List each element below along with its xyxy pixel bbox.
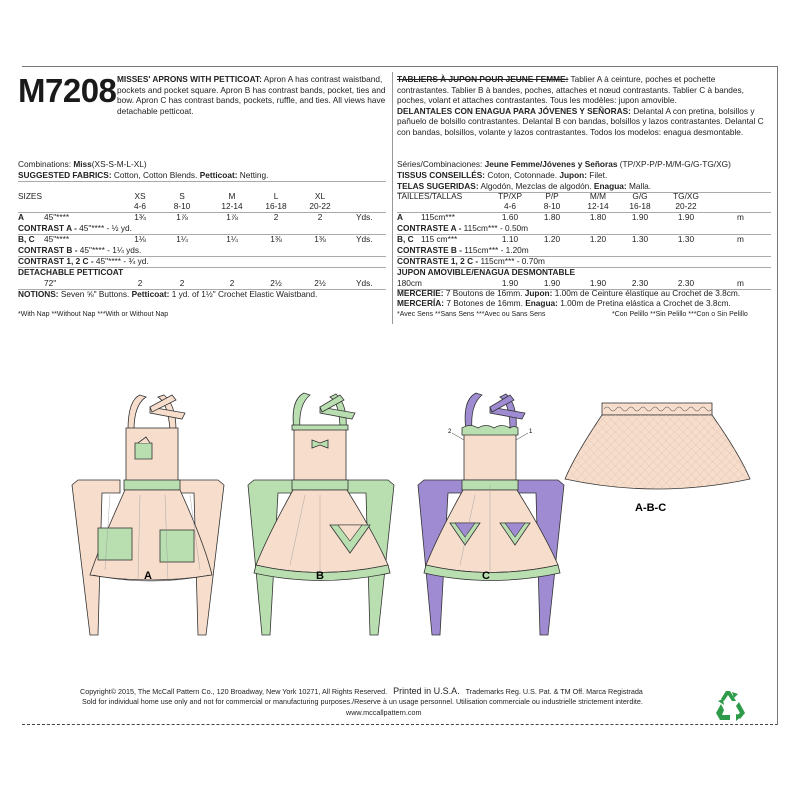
column-divider	[392, 72, 393, 324]
fr-footnote-left: *Avec Sens **Sans Sens ***Avec ou Sans Sens	[397, 311, 546, 318]
fr-footnote-right: *Con Pelillo **Sin Pelillo ***Con o Sin Pelillo	[612, 311, 748, 318]
apron-illustrations	[0, 385, 800, 695]
en-nap-footnote: *With Nap **Without Nap ***With or Without Nap	[18, 311, 169, 318]
fr-sizes-row: TAILLES/TALLAS TP/XP P/P M/M G/G TG/XG	[397, 191, 699, 201]
pattern-number: M7208	[18, 72, 117, 109]
fr-merceria: MERCERÍA: 7 Botones de 16mm. Enagua: 1.00m de Pretina elástica a Crochet de 3.8cm.	[397, 298, 731, 308]
petticoat-drawing	[565, 403, 750, 489]
en-rule-1	[18, 181, 386, 182]
bottom-cut-line	[22, 724, 778, 725]
view-label-a: A	[144, 570, 152, 582]
fr-jupon-row: 180cm 1.90 1.90 1.90 2.30 2.30 m	[397, 278, 744, 288]
fr-contraste-a: CONTRASTE A - 115cm*** - 0.50m	[397, 223, 529, 233]
callout-2: 2	[448, 429, 452, 435]
fr-row-bc: B, C 115 cm*** 1.10 1.20 1.20 1.30 1.30 m	[397, 234, 744, 244]
en-row-a: A 45"**** 1¾ 1⅞ 1⅞ 2 2 Yds.	[18, 212, 373, 222]
fr-jupon-heading: JUPON AMOVIBLE/ENAGUA DESMONTABLE	[397, 267, 576, 277]
en-sizes-row: SIZES XS S M L XL	[18, 191, 326, 201]
callout-1: 1	[529, 429, 533, 435]
combinations-line: Combinations: Miss(XS-S-M-L-XL)	[18, 159, 147, 169]
tissus-line: TISSUS CONSEILLÉS: Coton, Cotonnade. Jupon: Filet.	[397, 170, 608, 180]
copyright-line: Copyright© 2015, The McCall Pattern Co., 120 Broadway, New York 10271, All Rights Reserved. Printed in U.S.A. Trademarks Reg. U.S. Pat. & TM Off. Marca Registrada	[80, 686, 643, 696]
telas-line: TELAS SUGERIDAS: Algodón, Mezclas de algodón. Enagua: Malla.	[397, 181, 652, 191]
en-contrast-12c: CONTRAST 1, 2 C - 45"**** - ¾ yd.	[18, 256, 149, 266]
view-label-abc: A-B-C	[635, 502, 667, 514]
series-line: Séries/Combinaciones: Jeune Femme/Jóvenes y Señoras (TP/XP-P/P-M/M-G/G-TG/XG)	[397, 159, 731, 169]
sold-for-line: Sold for individual home use only and not for commercial or manufacturing purposes./Reserve à un usage personnel. Utilisation commerciale ou industrielle strictement interdite.	[82, 697, 643, 706]
french-desc-title: TABLIERS À JUPON POUR JEUNE FEMME:	[397, 74, 569, 84]
recycle-icon	[712, 688, 748, 724]
fr-size-nums-row: 4-6 8-10 12-14 16-18 20-22	[504, 201, 697, 211]
apron-a-drawing	[72, 395, 224, 635]
en-petticoat-row: 72" 2 2 2 2½ 2½ Yds.	[44, 278, 373, 288]
french-description	[397, 74, 769, 138]
spanish-desc-text: Delantal A con pretina, bolsillos y pañuelo de bolsillo contrastantes. Delantal B con bandas, bolsillos y lazos contrastantes. Delantal C con bandas, bolsillos, volante y lazos contrastantes. Todos los modelos: enagua desmontable.	[397, 105, 764, 137]
english-description	[117, 74, 389, 116]
fr-contraste-b: CONTRASTE B - 115cm*** - 1.20m	[397, 245, 529, 255]
website: www.mccallpattern.com	[346, 708, 422, 717]
en-size-nums-row: 4-6 8-10 12-14 16-18 20-22	[134, 201, 331, 211]
en-row-bc: B, C 45"**** 1⅛ 1¼ 1¼ 1⅜ 1⅜ Yds.	[18, 234, 373, 244]
apron-b-drawing	[248, 393, 394, 635]
fr-row-a: A 115cm*** 1.60 1.80 1.80 1.90 1.90 m	[397, 212, 744, 222]
spanish-desc-title: DELANTALES CON ENAGUA PARA JÓVENES Y SEÑORAS:	[397, 105, 631, 116]
fr-mercerie: MERCERIE: 7 Boutons de 16mm. Jupon: 1.00m de Ceinture élastique au Crochet de 3.8cm.	[397, 288, 741, 298]
view-label-b: B	[316, 570, 324, 582]
fr-contraste-12c: CONTRASTE 1, 2 C - 115cm*** - 0.70m	[397, 256, 545, 266]
english-desc-title: MISSES' APRONS WITH PETTICOAT:	[117, 74, 262, 84]
suggested-fabrics-line: SUGGESTED FABRICS: Cotton, Cotton Blends. Petticoat: Netting.	[18, 170, 269, 180]
french-desc-text: Tablier A à ceinture, poches et pochette contrastantes. Tablier B à bandes, poches, attaches et nœud contrastants. Tablier C à bandes, poches, volant et attaches contrastantes. Tous les modèles: jupon amovible.	[397, 74, 744, 106]
en-petticoat-heading: DETACHABLE PETTICOAT	[18, 267, 124, 277]
en-contrast-b: CONTRAST B - 45"**** - 1¼ yds.	[18, 245, 142, 255]
english-desc-text: Apron A has contrast waistband, pockets and pocket square. Apron B has contrast bands, pocket, ties and bow. Apron C has contrast bands, pockets, ruffle, and ties. All views have detachable petticoat.	[117, 74, 386, 116]
apron-c-drawing	[418, 393, 564, 635]
top-cut-line	[22, 66, 778, 67]
view-label-c: C	[482, 570, 490, 582]
en-contrast-a: CONTRAST A - 45"**** - ½ yd.	[18, 223, 132, 233]
en-notions: NOTIONS: Seven ⅝" Buttons. Petticoat: 1 yd. of 1½" Crochet Elastic Waistband.	[18, 289, 318, 299]
